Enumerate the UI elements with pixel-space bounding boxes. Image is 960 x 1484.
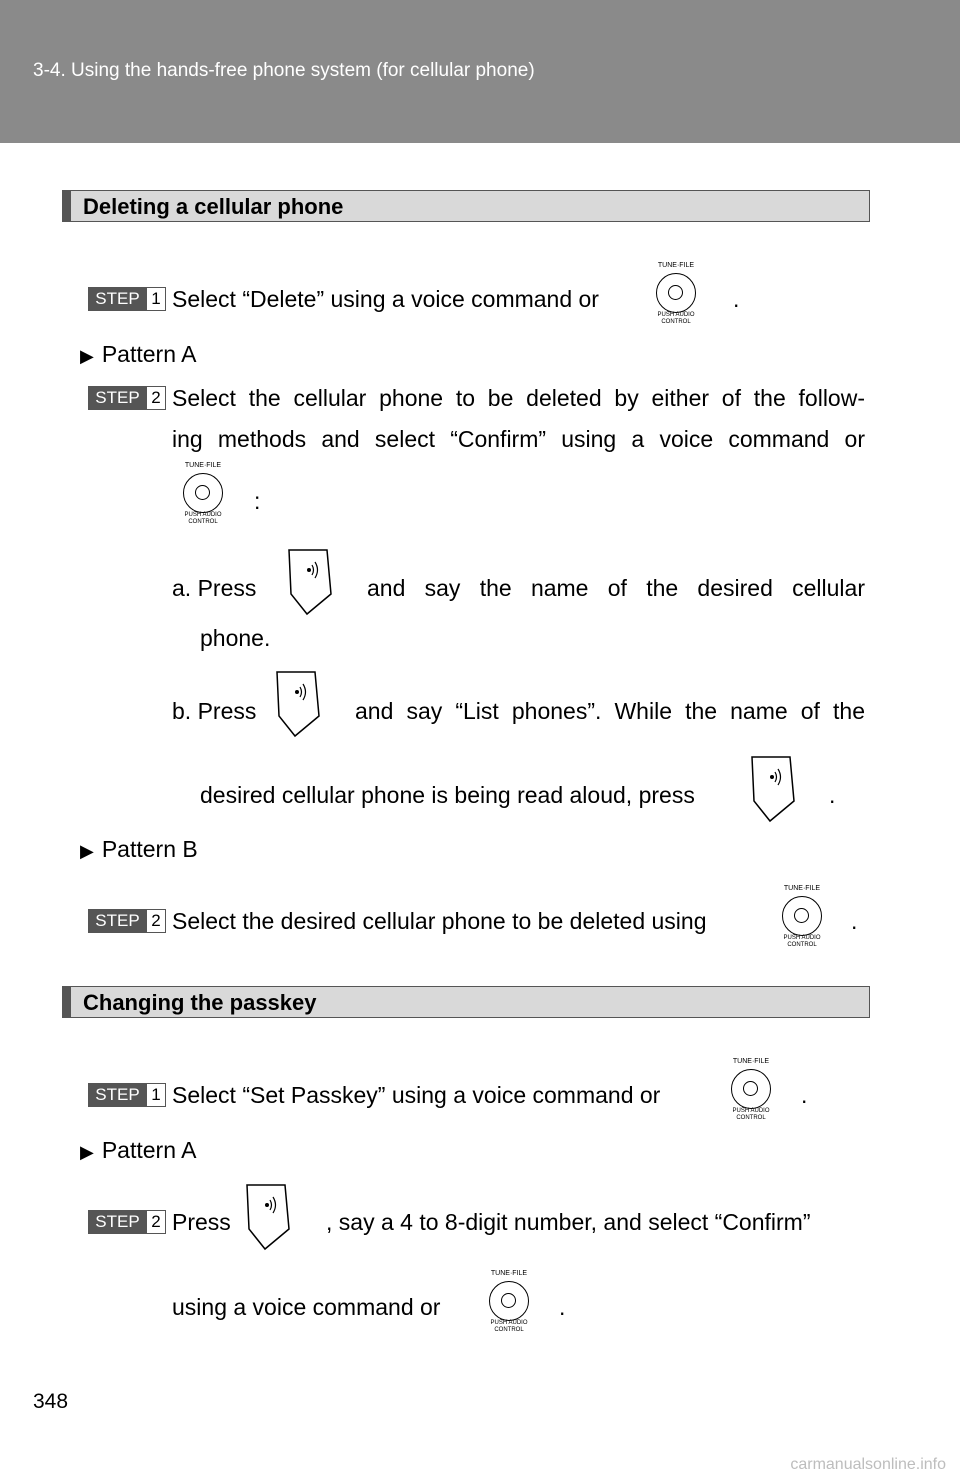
tune-file-knob-icon xyxy=(478,1270,540,1334)
knob-top-label: TUNE·FILE xyxy=(657,262,695,269)
section-heading-passkey xyxy=(62,986,870,1018)
method-b-end: . xyxy=(829,782,836,808)
knob-bottom-label: PUSH AUDIO CONTROL xyxy=(783,935,821,948)
knob-ring xyxy=(782,896,822,936)
talk-switch-icon xyxy=(750,755,798,823)
section-title: Changing the passkey xyxy=(83,990,317,1015)
tune-file-knob-icon xyxy=(720,1058,782,1122)
step-number: 2 xyxy=(146,387,165,409)
knob-top-label: TUNE·FILE xyxy=(184,462,222,469)
method-a-text: and say the name of the desired cellular xyxy=(367,575,865,601)
step-badge xyxy=(88,386,166,410)
pointer-arrow-icon: ▶ xyxy=(80,1142,94,1162)
knob-ring xyxy=(489,1281,529,1321)
step-badge xyxy=(88,1083,166,1107)
knob-bottom-label: PUSH AUDIO CONTROL xyxy=(732,1108,770,1121)
knob-ring xyxy=(731,1069,771,1109)
step-text-continued: using a voice command or xyxy=(172,1294,441,1320)
step-word: STEP xyxy=(89,288,146,310)
section-heading-deleting xyxy=(62,190,870,222)
talk-switch-icon xyxy=(245,1183,293,1251)
step-end-period: . xyxy=(801,1082,808,1108)
heading-accent xyxy=(63,987,71,1017)
page-number: 348 xyxy=(33,1390,69,1413)
pointer-arrow-icon: ▶ xyxy=(80,346,94,366)
step-number: 2 xyxy=(146,1211,165,1233)
pointer-arrow-icon: ▶ xyxy=(80,841,94,861)
colon: : xyxy=(254,488,261,514)
step-number: 1 xyxy=(146,288,165,310)
step-text-line2: ing methods and select “Confirm” using a voice command or xyxy=(172,426,865,452)
tune-file-knob-icon xyxy=(645,262,707,326)
method-b-text: and say “List phones”. While the name of the xyxy=(355,698,865,724)
method-b-prefix: b. Press xyxy=(172,698,257,724)
pattern-label: ▶ Pattern A xyxy=(80,341,197,367)
pattern-label: ▶ Pattern A xyxy=(80,1137,197,1163)
step-word: STEP xyxy=(89,1211,146,1233)
page-header xyxy=(0,0,960,143)
step-badge xyxy=(88,1210,166,1234)
knob-bottom-label: PUSH AUDIO CONTROL xyxy=(657,312,695,325)
knob-bottom-label: PUSH AUDIO CONTROL xyxy=(184,512,222,525)
tune-file-knob-icon xyxy=(172,462,234,526)
method-a-prefix: a. Press xyxy=(172,575,257,601)
step-number: 2 xyxy=(146,910,165,932)
watermark: carmanualsonline.info xyxy=(790,1456,946,1473)
heading-accent xyxy=(63,191,71,221)
step-end-period: . xyxy=(733,286,740,312)
knob-top-label: TUNE·FILE xyxy=(490,1270,528,1277)
knob-bottom-label: PUSH AUDIO CONTROL xyxy=(490,1320,528,1333)
tune-file-knob-icon xyxy=(771,885,833,949)
step-word: STEP xyxy=(89,1084,146,1106)
step-word: STEP xyxy=(89,910,146,932)
step-text: Select the desired cellular phone to be deleted using xyxy=(172,908,707,934)
step-end-period: . xyxy=(559,1294,566,1320)
knob-top-label: TUNE·FILE xyxy=(783,885,821,892)
step-word: STEP xyxy=(89,387,146,409)
step-badge xyxy=(88,287,166,311)
step-number: 1 xyxy=(146,1084,165,1106)
step-end-period: . xyxy=(851,908,858,934)
section-title: Deleting a cellular phone xyxy=(83,194,344,219)
knob-ring xyxy=(183,473,223,513)
pattern-label: ▶ Pattern B xyxy=(80,836,198,862)
chapter-title: 3-4. Using the hands-free phone system (for cellular phone) xyxy=(33,60,535,81)
step-text: , say a 4 to 8-digit number, and select “Confirm” xyxy=(326,1209,811,1235)
talk-switch-icon xyxy=(275,670,323,738)
knob-top-label: TUNE·FILE xyxy=(732,1058,770,1065)
step-text: Select “Set Passkey” using a voice command or xyxy=(172,1082,661,1108)
step-badge xyxy=(88,909,166,933)
method-b-continued: desired cellular phone is being read aloud, press xyxy=(200,782,695,808)
step-text-prefix: Press xyxy=(172,1209,231,1235)
step-text: Select “Delete” using a voice command or xyxy=(172,286,599,312)
knob-ring xyxy=(656,273,696,313)
step-text-line1: Select the cellular phone to be deleted by either of the follow- xyxy=(172,385,865,411)
method-a-continued: phone. xyxy=(200,625,271,651)
talk-switch-icon xyxy=(287,548,335,616)
